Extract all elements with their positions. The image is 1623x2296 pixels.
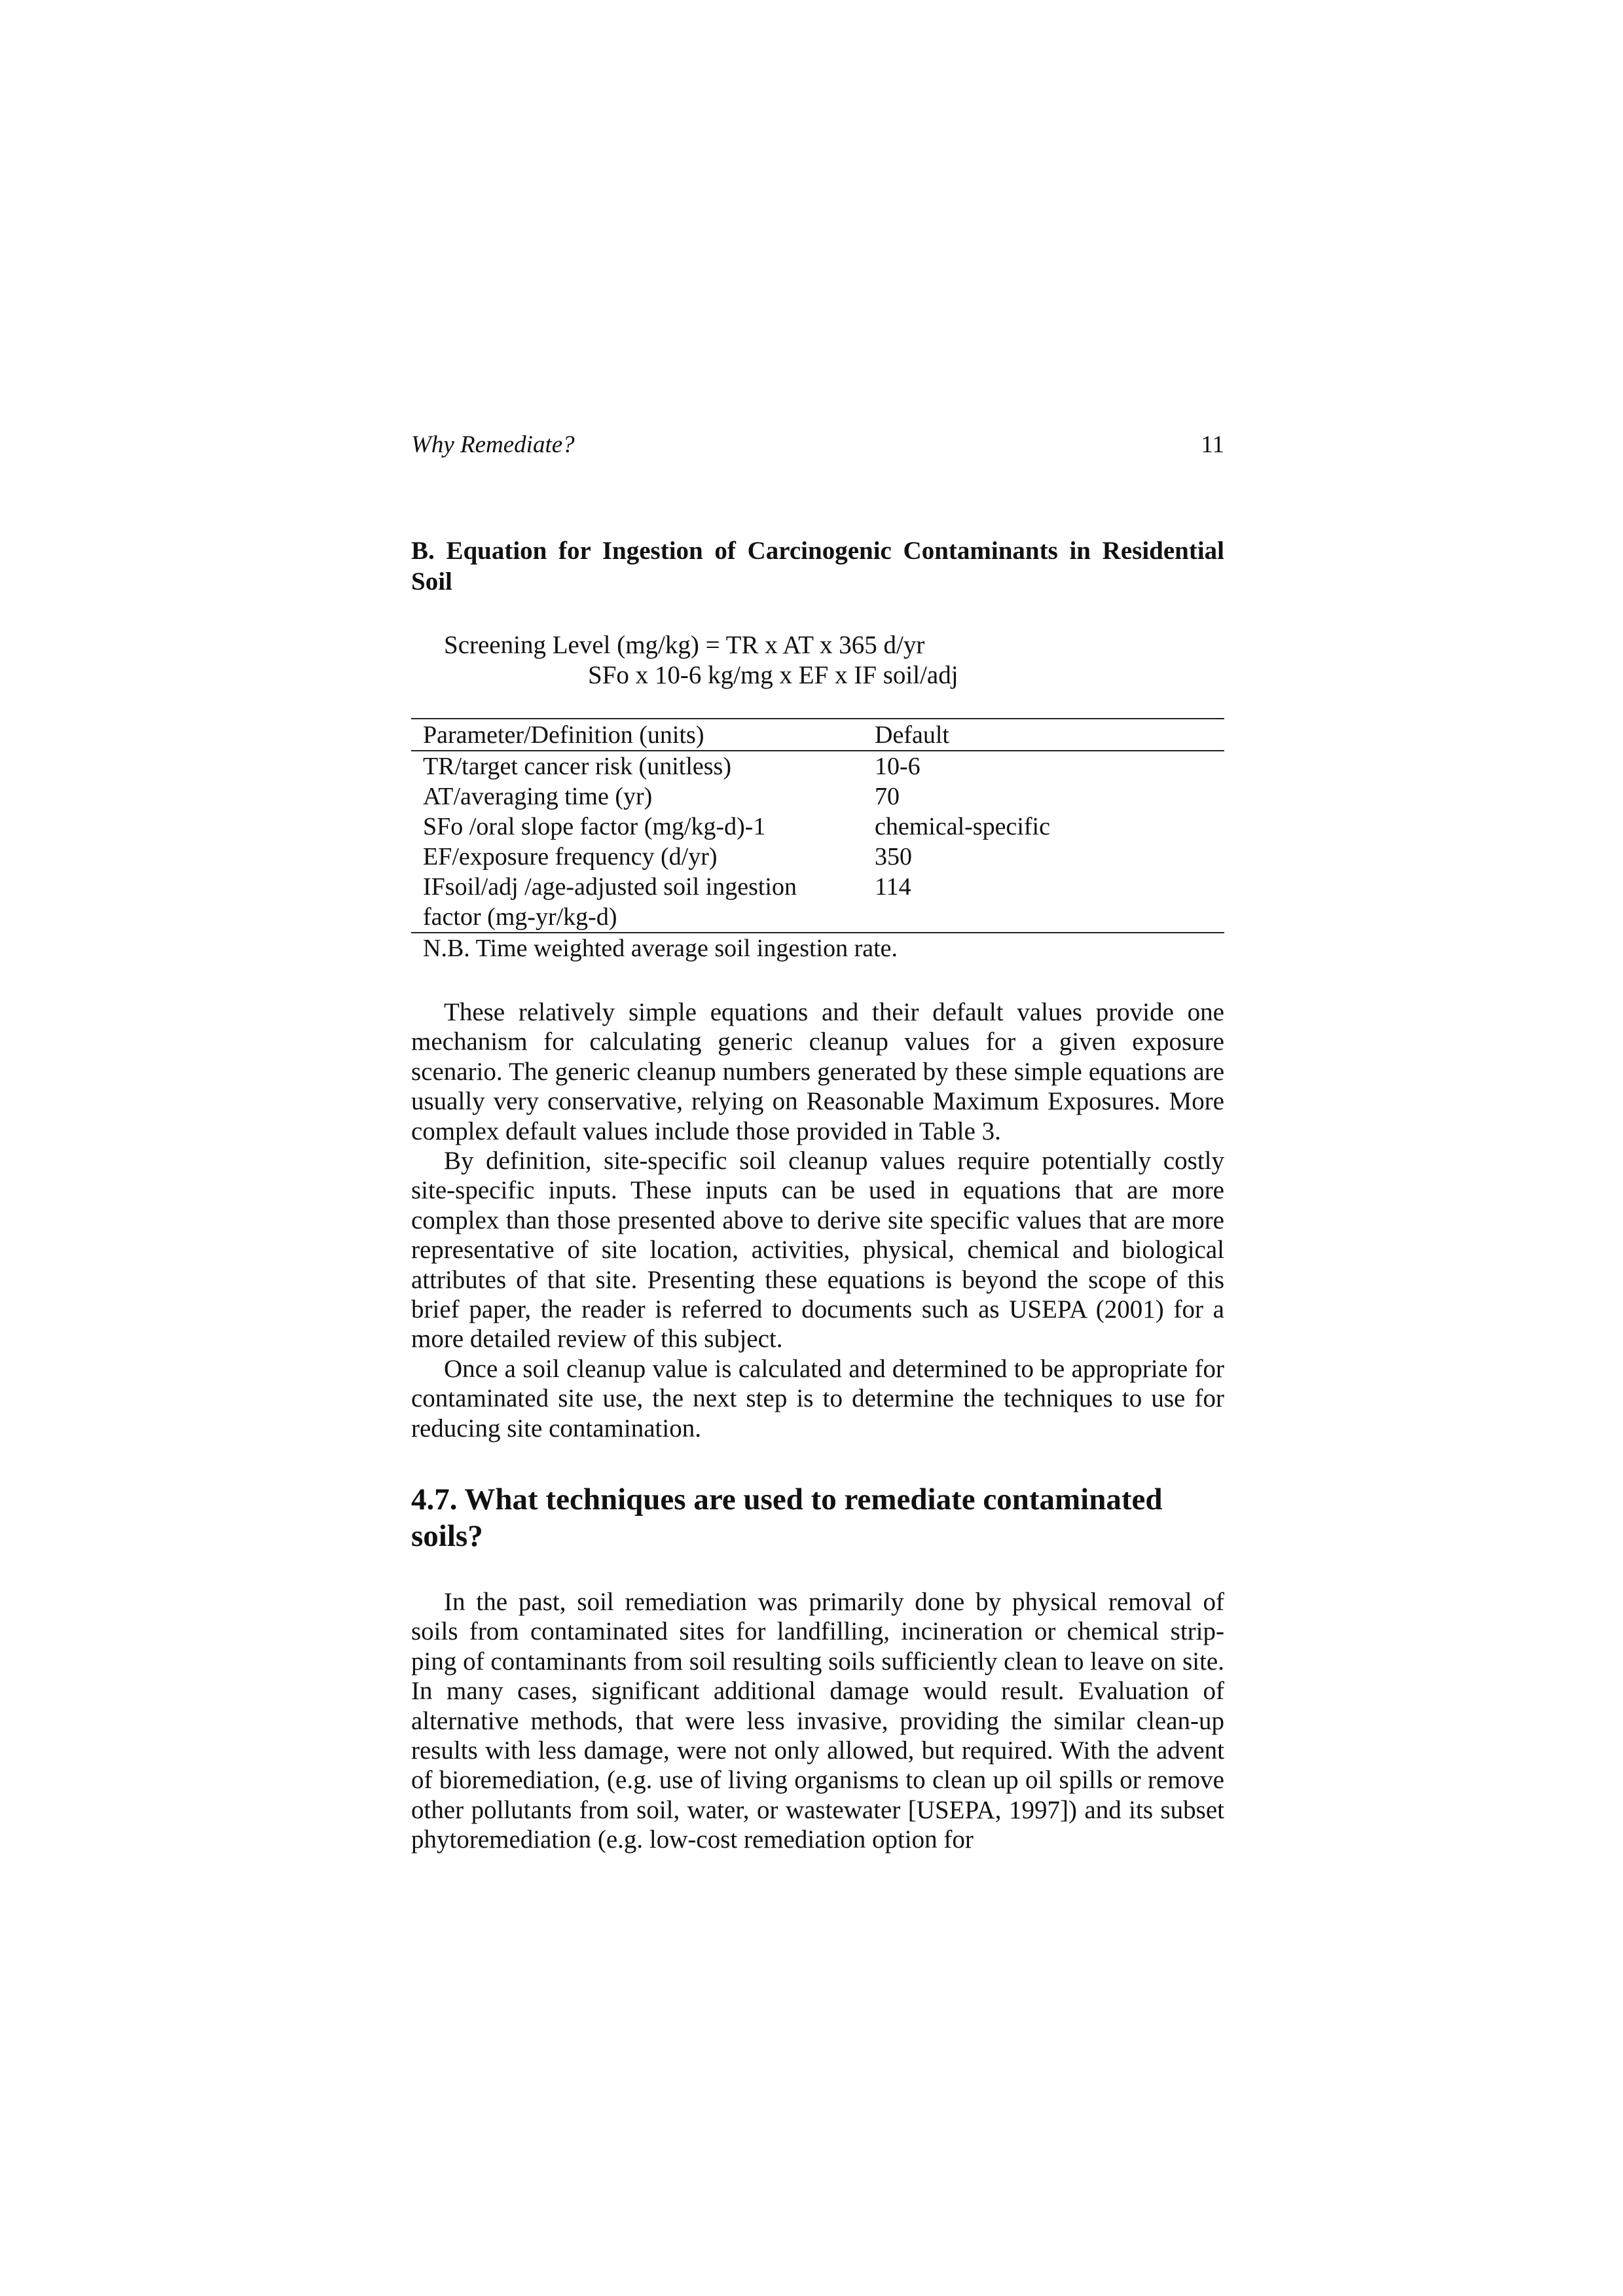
body-paragraph: By definition, site-specific soil cleanup values require potentially costly site-specific inputs. These inputs can be used in equations that are more complex than those presented above to derive site specific values that are more representative of site location, activities, physical, chemical and biological attributes of that site. Presenting these equations is beyond the scope of this brief paper, the reader is referred to documents such as USEPA (2001) for a more detailed review of this subject. (411, 1147, 1224, 1354)
default-cell: 114 (863, 872, 1224, 933)
table-row (411, 872, 1224, 933)
body-paragraph: In the past, soil remediation was primarily done by physical removal of soils from contaminated sites for landfilling, incineration or chemical strip-ping of contaminants from soil resulting soils sufficiently clean to leave on site. In many cases, significant additional damage would result. Evaluation of alternative methods, that were less invasive, providing the similar clean-up results with less damage, were not only allowed, but required. With the advent of bioremediation, (e.g. use of living organisms to clean up oil spills or remove other pollutants from soil, water, or wastewater [USEPA, 1997]) and its subset phytoremediation (e.g. low-cost remediation option for (411, 1588, 1224, 1854)
running-title: Why Remediate? (411, 431, 575, 458)
column-header-parameter: Parameter/Definition (units) (411, 719, 863, 751)
table-row (411, 781, 1224, 812)
equation-numerator: Screening Level (mg/kg) = TR x AT x 365 d/yr (444, 631, 925, 659)
parameter-cell (411, 872, 863, 933)
column-header-default: Default (863, 719, 1224, 751)
body-paragraph: These relatively simple equations and their default values provide one mechanism for calculating generic cleanup values for a given exposure scenario. The generic cleanup numbers generated by these simple equations are usually very conservative, relying on Reasonable Maximum Exposures. More complex default values include those provided in Table 3. (411, 998, 1224, 1145)
parameter-cell (411, 781, 863, 812)
table-row (411, 842, 1224, 872)
table-note: N.B. Time weighted average soil ingestion rate. (423, 935, 898, 962)
parameter-table (411, 718, 1224, 933)
default-cell: chemical-specific (875, 813, 1050, 840)
parameter-table-block (411, 718, 1224, 963)
default-cell: 350 (875, 843, 912, 870)
default-cell: 70 (875, 783, 900, 810)
parameter-cell (411, 842, 863, 872)
parameter-definition: SFo /oral slope factor (mg/kg-d)-1 (423, 813, 766, 840)
equation-denominator: SFo x 10-6 kg/mg x EF x IF soil/adj (588, 661, 958, 689)
table-row (411, 751, 1224, 781)
table-row (411, 812, 1224, 842)
parameter-cell (411, 812, 863, 842)
running-header (411, 429, 1224, 461)
body-paragraph: Once a soil cleanup value is calculated and determined to be appropriate for contaminated site use, the next step is to determine the techniques to use for reducing site contamination. (411, 1354, 1224, 1443)
default-cell: 10-6 (875, 753, 921, 780)
body-text-section-4-7 (411, 1587, 1224, 1855)
parameter-definition: EF/exposure frequency (d/yr) (423, 843, 718, 870)
section-4-7-heading: 4.7. What techniques are used to remediate contaminated soils? (411, 1482, 1163, 1553)
section-b-title: B. Equation for Ingestion of Carcinogenic Contaminants in Residential Soil (411, 537, 1224, 596)
page-number: 11 (1201, 431, 1224, 458)
body-text-section-b (411, 997, 1224, 1443)
parameter-definition: TR/target cancer risk (unitless) (423, 753, 731, 780)
parameter-definition: AT/averaging time (yr) (423, 783, 653, 810)
parameter-definition: IFsoil/adj /age-adjusted soil ingestion factor (mg-yr/kg-d) (423, 873, 797, 931)
table-header-row (411, 719, 1224, 751)
parameter-cell (411, 751, 863, 781)
